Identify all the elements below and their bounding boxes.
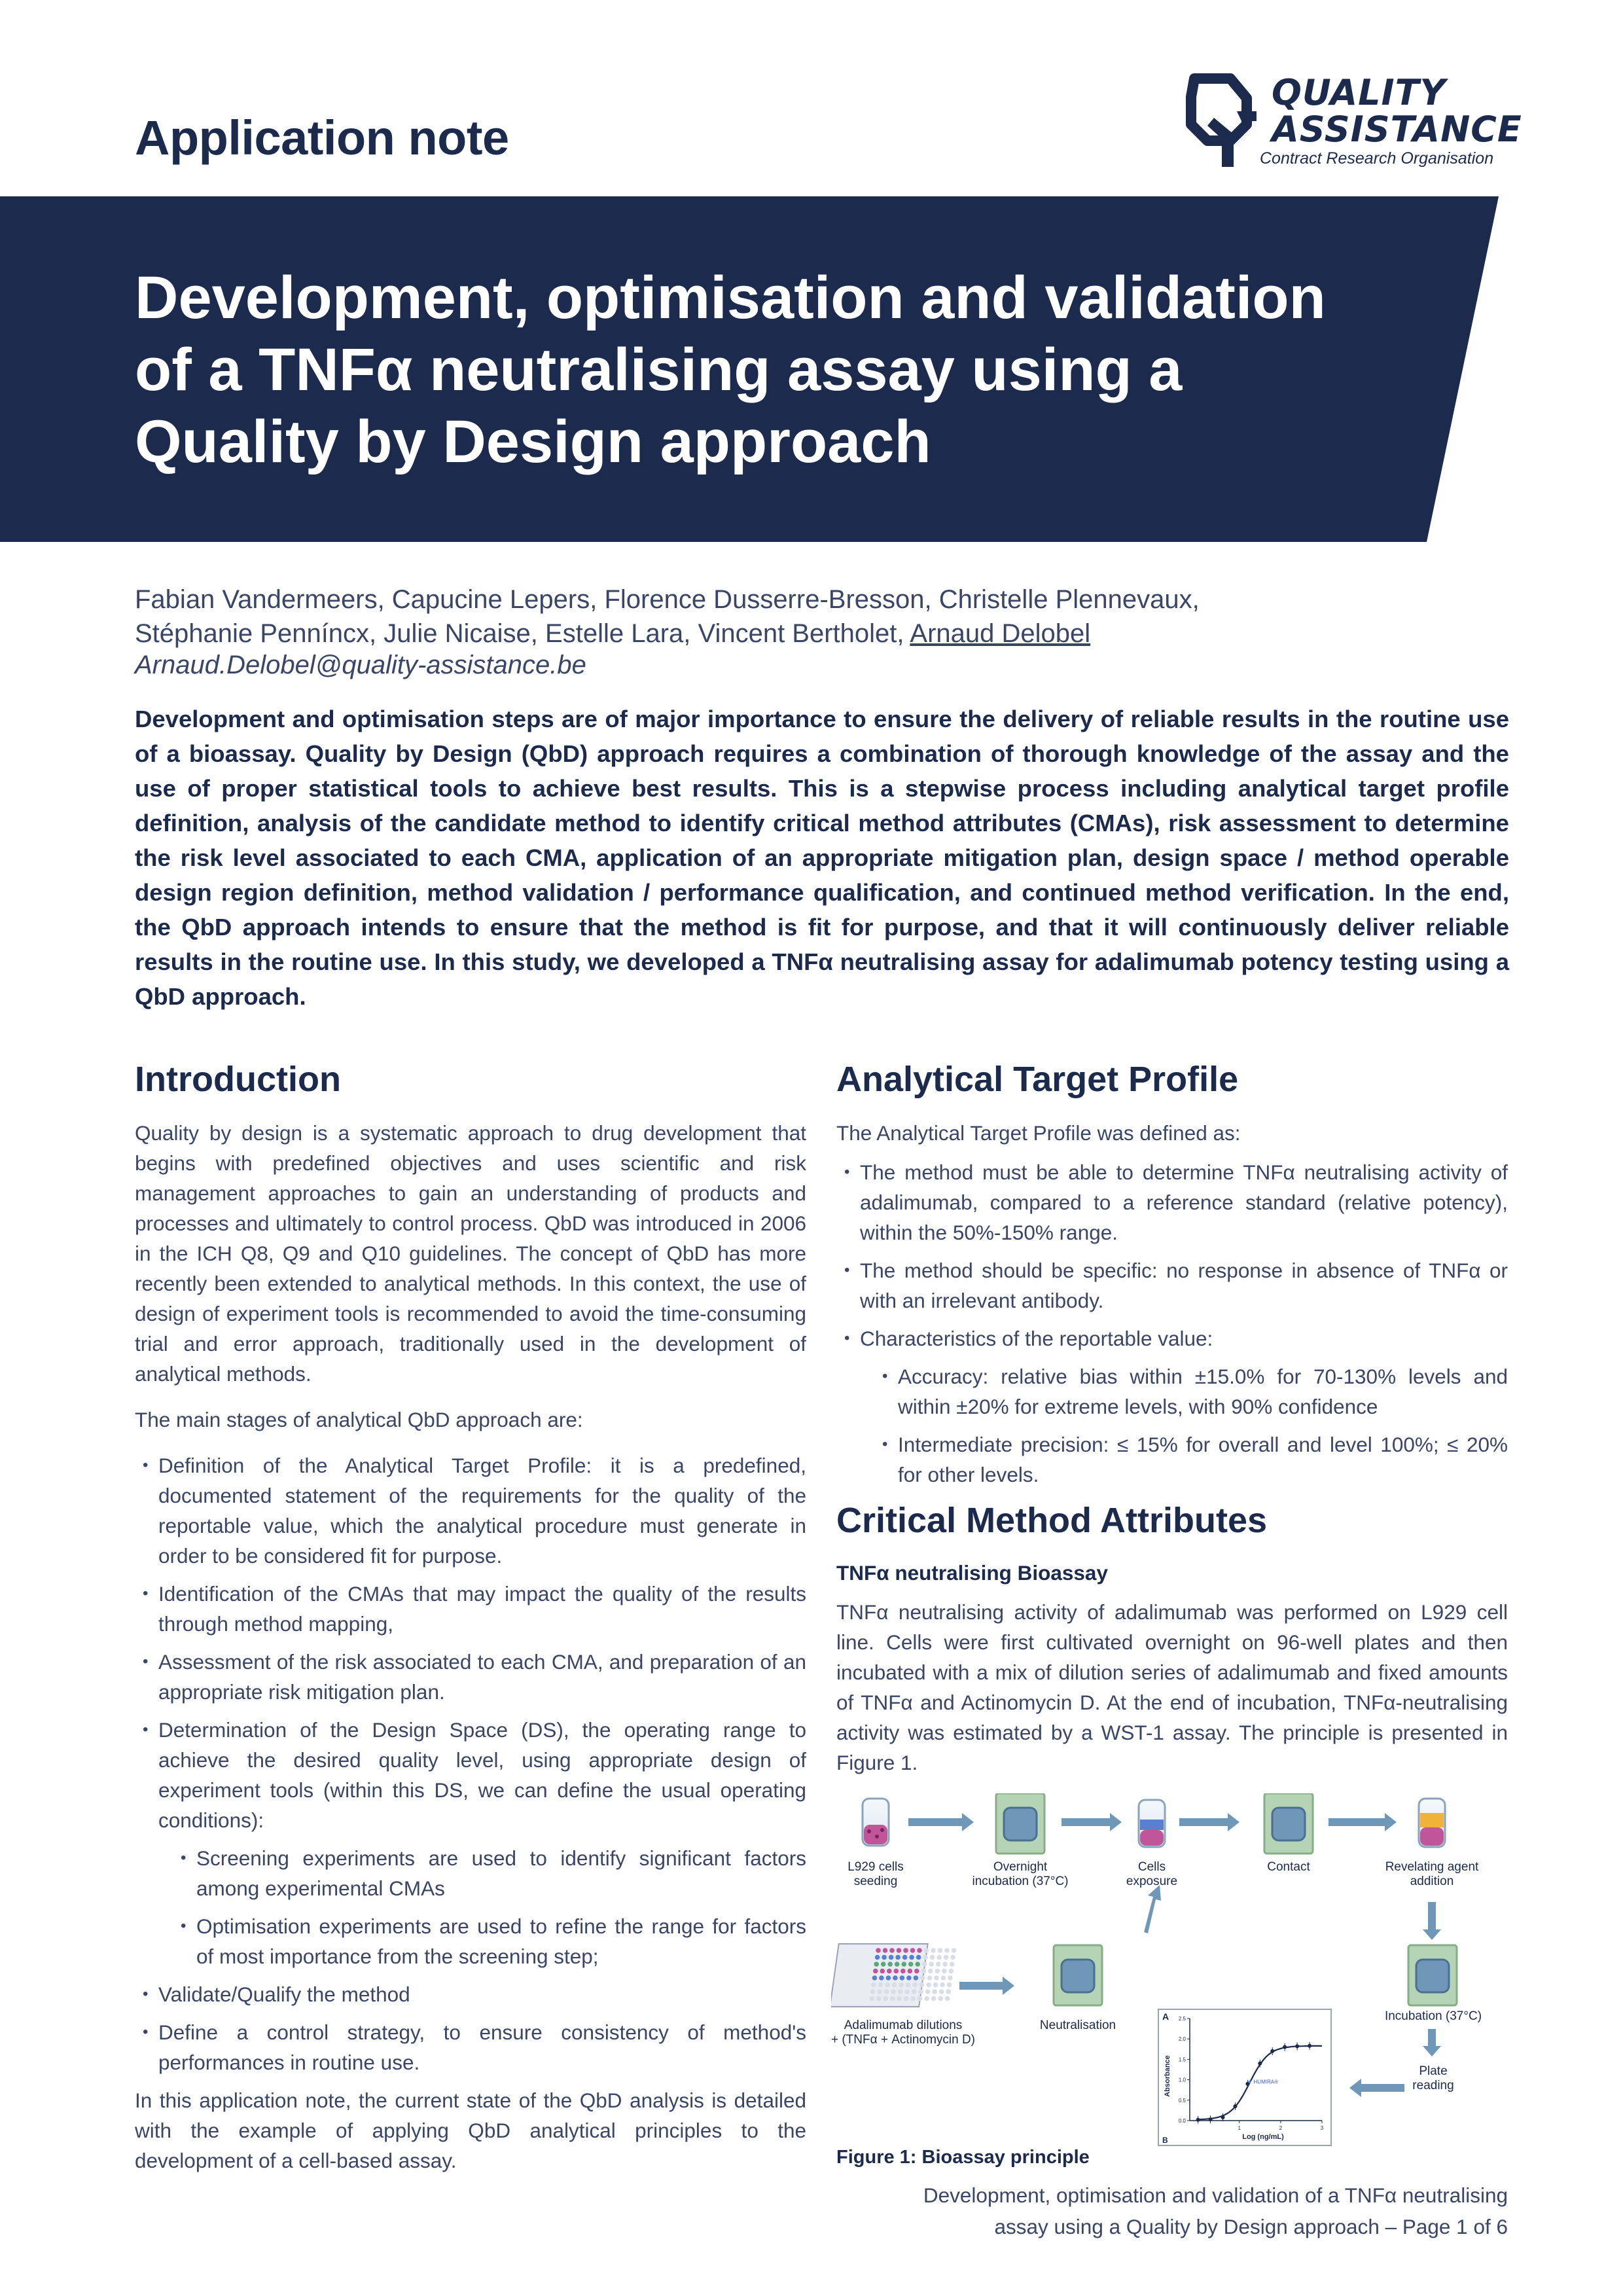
plate-well (899, 1982, 904, 1988)
plate-well (874, 1962, 879, 1967)
plate-well (875, 1955, 880, 1960)
cma-subheading: TNFα neutralising Bioassay (836, 1561, 1108, 1585)
plate-well (897, 1996, 902, 2001)
company-logo (1168, 72, 1522, 170)
y-tick-label: 1.5 (1178, 2056, 1186, 2063)
plate-well (912, 1989, 917, 1994)
title-line: Development, optimisation and validation (135, 264, 1326, 331)
arrow-right-icon (1179, 1813, 1240, 1831)
plate-well (941, 1975, 946, 1981)
y-tick-label: 1.0 (1178, 2077, 1186, 2083)
plate-well (950, 1955, 955, 1960)
list-item: • Define a control strategy, to ensure consistency of method's performances in routine use. (135, 2017, 806, 2077)
figure-caption: Figure 1: Bioassay principle (836, 2147, 1090, 2168)
plate-well (922, 1962, 927, 1967)
plate-well (876, 1996, 882, 2001)
plate-well (950, 1962, 955, 1967)
plate-well (897, 1948, 902, 1953)
plate-well (938, 1996, 943, 2001)
x-tick-label: 3 (1320, 2125, 1324, 2131)
plate-well (918, 1989, 923, 1994)
plate-well (889, 1955, 894, 1960)
step-label-revealing: Revelating agent addition (1385, 1860, 1479, 1888)
plate-well (944, 1948, 950, 1953)
plate-well (893, 1975, 898, 1981)
plate-well (873, 1969, 878, 1974)
plate-well (945, 1996, 950, 2001)
plate-well (910, 1948, 916, 1953)
plate-well (935, 1969, 940, 1974)
plate-well (906, 1982, 911, 1988)
plate-well (914, 1969, 919, 1974)
plate-well (891, 1989, 896, 1994)
list-item: • The method must be able to determine TNFα neutralising activity of adalimumab, compared to a reference standard (relative potency), within the 50%-150% range. (836, 1157, 1508, 1247)
y-tick-label: 0.5 (1178, 2097, 1186, 2104)
plate-well (914, 1975, 919, 1981)
plate-well (908, 1969, 913, 1974)
title-line: of a TNFα neutralising assay using a (135, 336, 1183, 403)
author-list (135, 583, 1509, 651)
plate-well (938, 1948, 943, 1953)
arrow-right-icon (1329, 1813, 1397, 1831)
plate-well (869, 1996, 874, 2001)
plate-well (942, 1969, 947, 1974)
bioassay-principle-figure (831, 1793, 1512, 2147)
introduction-heading: Introduction (135, 1060, 341, 1099)
plate-well (881, 1962, 886, 1967)
plate-well (901, 1962, 906, 1967)
plate-well (871, 1982, 876, 1988)
abstract: Development and optimisation steps are of major importance to ensure the delivery of reliable results in the routine use of a bioassay. Quality by Design (QbD) approach requires a combination of thorough knowledge of the assay and the use of proper statistical tools to achieve best results. This is a stepwise process including analytical target profile definition, analysis of the candidate method to identify critical method attributes (CMAs), risk assessment to determine the risk level associated to each CMA, application of an appropriate mitigation plan, design space / method operable design region definition, method validation / performance qualification, and continued method verification. In the end, the QbD approach intends to ensure that the method is fit for purpose, and that it will continuously deliver reliable results in the routine use. In this study, we developed a TNFα neutralising assay for adalimumab potency testing using a QbD approach. (135, 706, 1509, 1010)
footer-line: assay using a Quality by Design approach – Page 1 of 6 (994, 2215, 1508, 2238)
plate-well (924, 1996, 929, 2001)
plate-well (948, 1975, 953, 1981)
plate-well (882, 1955, 887, 1960)
arrow-down-icon (1423, 1902, 1441, 1940)
plate-well (917, 1948, 922, 1953)
plate-well (883, 1996, 888, 2001)
step-label-reading: Plate reading (1412, 2064, 1454, 2092)
y-tick-label: 0.0 (1178, 2118, 1186, 2124)
plate-well (931, 1948, 936, 1953)
plate-well (894, 1969, 899, 1974)
plate-well (918, 1996, 923, 2001)
data-point (1308, 2044, 1311, 2048)
plate-well (936, 1955, 942, 1960)
incubator-icon (1054, 1945, 1102, 2005)
reportable-value-sublist (874, 1361, 1508, 1490)
plate-well (940, 1982, 945, 1988)
plate-well (885, 1982, 890, 1988)
plate-well (872, 1975, 878, 1981)
plate-well (906, 1975, 912, 1981)
exposure-tube-icon (1139, 1800, 1165, 1847)
plate-well (942, 1962, 948, 1967)
data-point (1196, 2118, 1200, 2122)
step-label-exposure: Cells exposure (1126, 1860, 1178, 1888)
plate-well (933, 1982, 938, 1988)
plate-well (923, 1955, 928, 1960)
atp-body (836, 1118, 1508, 1498)
plate-well (944, 1955, 949, 1960)
plate-well (949, 1969, 954, 1974)
data-point (1209, 2117, 1213, 2121)
contact-email[interactable]: Arnaud.Delobel@quality-assistance.be (135, 651, 586, 679)
quality-assistance-logo-icon (1168, 72, 1260, 170)
plate-well (926, 1982, 931, 1988)
plate-well (904, 1996, 909, 2001)
data-point (1295, 2044, 1299, 2048)
plate-well (908, 1962, 914, 1967)
list-item (836, 1323, 1508, 1490)
logo-tagline: Contract Research Organisation (1260, 149, 1494, 168)
x-tick-label: 2 (1279, 2125, 1283, 2131)
authors-line-2-text: Stéphanie Penníncx, Julie Nicaise, Estelle Lara, Vincent Bertholet, (135, 619, 910, 648)
plate-well (915, 1962, 920, 1967)
plate-well (880, 1969, 885, 1974)
arrow-right-icon (908, 1813, 974, 1831)
plate-well (910, 1996, 916, 2001)
plate-well (884, 1989, 889, 1994)
list-item: • Validate/Qualify the method (135, 1979, 806, 2009)
lead-author-link[interactable]: Arnaud Delobel (910, 619, 1091, 648)
arrow-right-icon (1061, 1813, 1122, 1831)
y-tick-label: 2.5 (1178, 2016, 1186, 2022)
legend-marker (1249, 2081, 1251, 2083)
plate-well (883, 1948, 888, 1953)
plate-well (931, 1996, 936, 2001)
plate-well (916, 1955, 921, 1960)
plate-well (947, 1982, 952, 1988)
logo-text-quality: QUALITY (1272, 72, 1446, 113)
plate-well (895, 1955, 901, 1960)
step-label-overnight: Overnight incubation (37°C) (972, 1860, 1069, 1888)
y-tick-label: 2.0 (1178, 2036, 1186, 2043)
plate-well (877, 1989, 882, 1994)
plate-well (887, 1969, 892, 1974)
reagent-tube-icon (1419, 1799, 1445, 1847)
qbd-stages-list (135, 1450, 806, 2077)
plate-well (904, 1989, 910, 1994)
well-plate-icon (831, 1944, 956, 2007)
sub-list-item: • Optimisation experiments are used to refine the range for factors of most importance from the screening step; (173, 1911, 806, 1971)
plate-well (939, 1989, 944, 1994)
document-type-label: Application note (135, 111, 509, 165)
plot-footer-label: B (1162, 2136, 1168, 2145)
introduction-paragraph: The main stages of analytical QbD approach are: (135, 1408, 583, 1431)
step-label-contact: Contact (1267, 1860, 1310, 1874)
step-label-dilutions: Adalimumab dilutions + (TNFα + Actinomycin D) (831, 2018, 976, 2047)
plate-well (903, 1948, 908, 1953)
plate-well (952, 1948, 957, 1953)
step-label-seeding: L929 cells seeding (847, 1860, 904, 1888)
plate-well (892, 1982, 897, 1988)
plate-well (932, 1989, 937, 1994)
plate-well (912, 1982, 918, 1988)
plot-x-label: Log (ng/mL) (1242, 2133, 1284, 2141)
step-label-neutralisation: Neutralisation (1039, 2018, 1116, 2032)
incubator-icon (996, 1793, 1044, 1854)
sub-list-item: • Accuracy: relative bias within ±15.0% for 70-130% levels and within ±20% for extreme levels, with 90% confidence (874, 1361, 1508, 1422)
data-point (1233, 2104, 1237, 2108)
authors-line-1: Fabian Vandermeers, Capucine Lepers, Florence Dusserre-Bresson, Christelle Plennevaux, (135, 585, 1200, 614)
plate-well (927, 1975, 933, 1981)
plate-well (890, 1996, 895, 2001)
arrow-right-icon (959, 1977, 1014, 1995)
footer-line: Development, optimisation and validation of a TNFα neutralising (923, 2183, 1508, 2207)
authors-line-2 (135, 617, 1509, 651)
plate-well (924, 1948, 929, 1953)
atp-intro: The Analytical Target Profile was defined as: (836, 1121, 1241, 1145)
list-item-text: Determination of the Design Space (DS), the operating range to achieve the desired quality level, using appropriate design of experiment tools (within this DS, we can define the usual operating conditions): (158, 1718, 806, 1832)
plot-panel-label: A (1162, 2011, 1169, 2022)
arrow-down-icon (1423, 2029, 1441, 2056)
plate-well (925, 1989, 931, 1994)
title-line: Quality by Design approach (135, 408, 931, 475)
plate-well (919, 1982, 925, 1988)
page-footer (722, 2179, 1508, 2242)
plate-well (901, 1969, 906, 1974)
plate-well (870, 1989, 876, 1994)
plate-well (928, 1969, 933, 1974)
plate-well (879, 1975, 884, 1981)
atp-heading: Analytical Target Profile (836, 1060, 1239, 1099)
arrow-left-icon (1349, 2079, 1404, 2097)
list-item: • Definition of the Analytical Target Profile: it is a predefined, documented statement of the requirements for the quality of the reportable value, which the analytical procedure must generate in order to be considered fit for purpose. (135, 1450, 806, 1571)
plate-well (886, 1975, 891, 1981)
plate-well (878, 1982, 883, 1988)
page-title (135, 262, 1378, 478)
arrow-up-icon (1144, 1885, 1161, 1933)
introduction-paragraph: In this application note, the current state of the QbD analysis is detailed with the example of applying QbD analytical principles to the development of a cell-based assay. (135, 2089, 806, 2172)
step-label-incubation: Incubation (37°C) (1384, 2009, 1482, 2023)
plate-well (895, 1962, 900, 1967)
incubator-icon (1408, 1945, 1457, 2005)
dose-response-plot (1158, 2009, 1331, 2145)
data-point (1283, 2045, 1287, 2049)
cell-tube-icon (863, 1799, 889, 1846)
sub-list-item: • Screening experiments are used to identify significant factors among experimental CMAs (173, 1843, 806, 1903)
plate-well (900, 1975, 905, 1981)
legend-label: HUMIRA® (1253, 2079, 1278, 2085)
introduction-body (135, 1118, 806, 2191)
plate-well (921, 1969, 927, 1974)
design-space-sublist (173, 1843, 806, 1971)
x-tick-label: 1 (1238, 2125, 1241, 2131)
incubator-icon (1264, 1793, 1313, 1854)
plate-well (898, 1989, 903, 1994)
plate-well (902, 1955, 908, 1960)
atp-list (836, 1157, 1508, 1490)
plate-well (936, 1962, 941, 1967)
cma-body: TNFα neutralising activity of adalimumab was performed on L929 cell line. Cells were first cultivated overnight on 96-well plates and then incubated with a mix of dilution series of adalimumab and fixed amounts of TNFα and Actinomycin D. At the end of incubation, TNFα-neutralising activity was estimated by a WST-1 assay. The principle is presented in Figure 1. (836, 1600, 1508, 1774)
sub-list-item: • Intermediate precision: ≤ 15% for overall and level 100%; ≤ 20% for other levels. (874, 1429, 1508, 1490)
plate-well (929, 1962, 934, 1967)
plate-well (920, 1975, 925, 1981)
data-point (1258, 2062, 1262, 2066)
plate-well (909, 1955, 914, 1960)
logo-text-assistance: ASSISTANCE (1272, 109, 1522, 150)
plot-y-label: Absorbance (1164, 2055, 1171, 2097)
data-point (1270, 2049, 1274, 2053)
list-item-text: Characteristics of the reportable value: (860, 1327, 1213, 1350)
plate-well (887, 1962, 893, 1967)
plate-well (876, 1948, 881, 1953)
introduction-paragraph: Quality by design is a systematic approach to drug development that begins with predefined objectives and uses scientific and risk management approaches to gain an understanding of products and processes and ultimately to control process. QbD was introduced in 2006 in the ICH Q8, Q9 and Q10 guidelines. The concept of QbD has more recently been extended to analytical methods. In this context, the use of design of experiment tools is recommended to avoid the time-consuming trial and error approach, traditionally used in the development of analytical methods. (135, 1121, 806, 1386)
list-item: • Assessment of the risk associated to each CMA, and preparation of an appropriate risk mitigation plan. (135, 1647, 806, 1707)
list-item (135, 1715, 806, 1971)
list-item: • The method should be specific: no response in absence of TNFα or with an irrelevant antibody. (836, 1255, 1508, 1316)
data-point (1221, 2115, 1225, 2119)
plate-well (934, 1975, 939, 1981)
plate-well (889, 1948, 895, 1953)
list-item: • Identification of the CMAs that may impact the quality of the results through method mapping, (135, 1579, 806, 1639)
plate-well (946, 1989, 951, 1994)
plate-well (930, 1955, 935, 1960)
cma-heading: Critical Method Attributes (836, 1501, 1268, 1540)
